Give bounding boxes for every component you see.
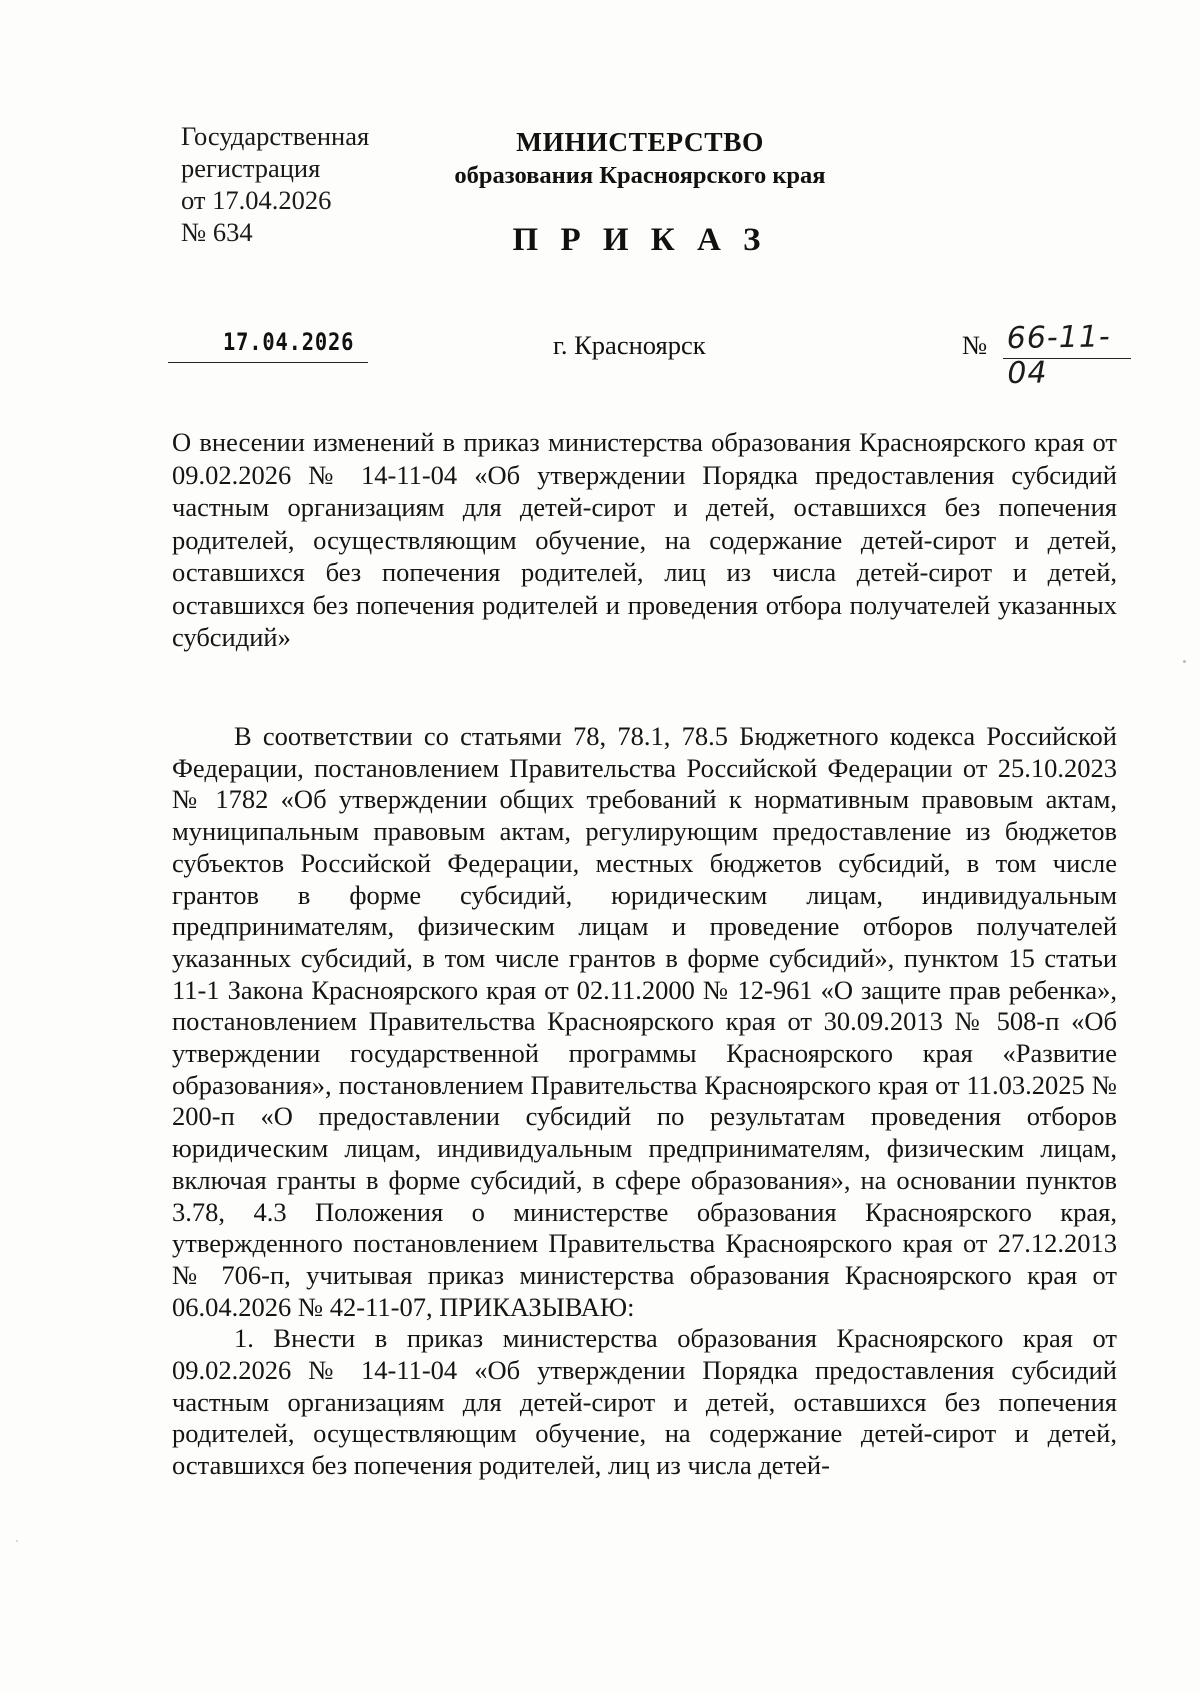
order-date-field <box>168 326 368 363</box>
ministry-title: МИНИСТЕРСТВО <box>516 126 764 157</box>
order-number-label: № <box>962 330 988 360</box>
body-paragraph-item-1: 1. Внести в приказ министерства образования Красноярского края от 09.02.2026 № 14-11-04 «Об утверждении Порядка предоставления субсидий частным организациям для детей-сирот и детей, оставшихся без попечения родителей, осуществляющим обучение, на содержание детей-сирот и детей, оставшихся без попечения родителей, лиц из числа детей- <box>172 1323 1117 1481</box>
body-paragraph-preamble: В соответствии со статьями 78, 78.1, 78.5 Бюджетного кодекса Российской Федерации, постановлением Правительства Российской Федерации от 25.10.2023 № 1782 «Об утверждении общих требований к нормативным правовым актам, муниципальным правовым актам, регулирующим предоставление из бюджетов субъектов Российской Федерации, местных бюджетов субсидий, в том числе грантов в форме субсидий, юридическим лицам, индивидуальным предпринимателям, физическим лицам и проведение отборов получателей указанных субсидий, в том числе грантов в форме субсидий», пунктом 15 статьи 11-1 Закона Красноярского края от 02.11.2000 № 12-961 «О защите прав ребенка», постановлением Правительства Красноярского края от 30.09.2013 № 508-п «Об утверждении государственной программы Красноярского края «Развитие образования», постановлением Правительства Красноярского края от 11.03.2025 № 200-п «О предоставлении субсидий по результатам проведения отборов юридическим лицам, индивидуальным предпринимателям, физическим лицам, включая гранты в форме субсидий, в сфере образования», на основании пунктов 3.78, 4.3 Положения о министерстве образования Красноярского края, утвержденного постановлением Правительства Красноярского края от 27.12.2013 № 706-п, учитывая приказ министерства образования Красноярского края от 06.04.2026 № 42-11-07, ПРИКАЗЫВАЮ: <box>172 721 1117 1322</box>
registration-block <box>181 120 369 248</box>
order-city: г. Красноярск <box>553 330 706 360</box>
registration-line-2: регистрация <box>181 153 321 183</box>
registration-number: № 634 <box>181 217 253 247</box>
order-title: О внесении изменений в приказ министерства образования Красноярского края от 09.02.2026 № 14-11-04 «Об утверждении Порядка предоставления субсидий частным организациям для детей-сирот и детей, оставшихся без попечения родителей, осуществляющим обучение, на содержание детей-сирот и детей, оставшихся без попечения родителей, лиц из числа детей-сирот и детей, оставшихся без попечения родителей и проведения отбора получателей указанных субсидий» <box>172 427 1117 652</box>
order-number-field <box>1003 319 1131 392</box>
order-body <box>172 721 1117 1482</box>
document-type: П Р И К А З <box>512 222 768 258</box>
ministry-subtitle: образования Красноярского края <box>454 162 826 189</box>
registration-date: от 17.04.2026 <box>181 185 332 215</box>
registration-line-1: Государственная <box>181 121 370 151</box>
ministry-header <box>400 124 880 192</box>
order-number-handwritten: 66-11-04 <box>1006 319 1111 392</box>
scan-dot <box>16 1540 18 1542</box>
order-date: 17.04.2026 <box>223 328 355 356</box>
scan-dot <box>1183 660 1186 663</box>
